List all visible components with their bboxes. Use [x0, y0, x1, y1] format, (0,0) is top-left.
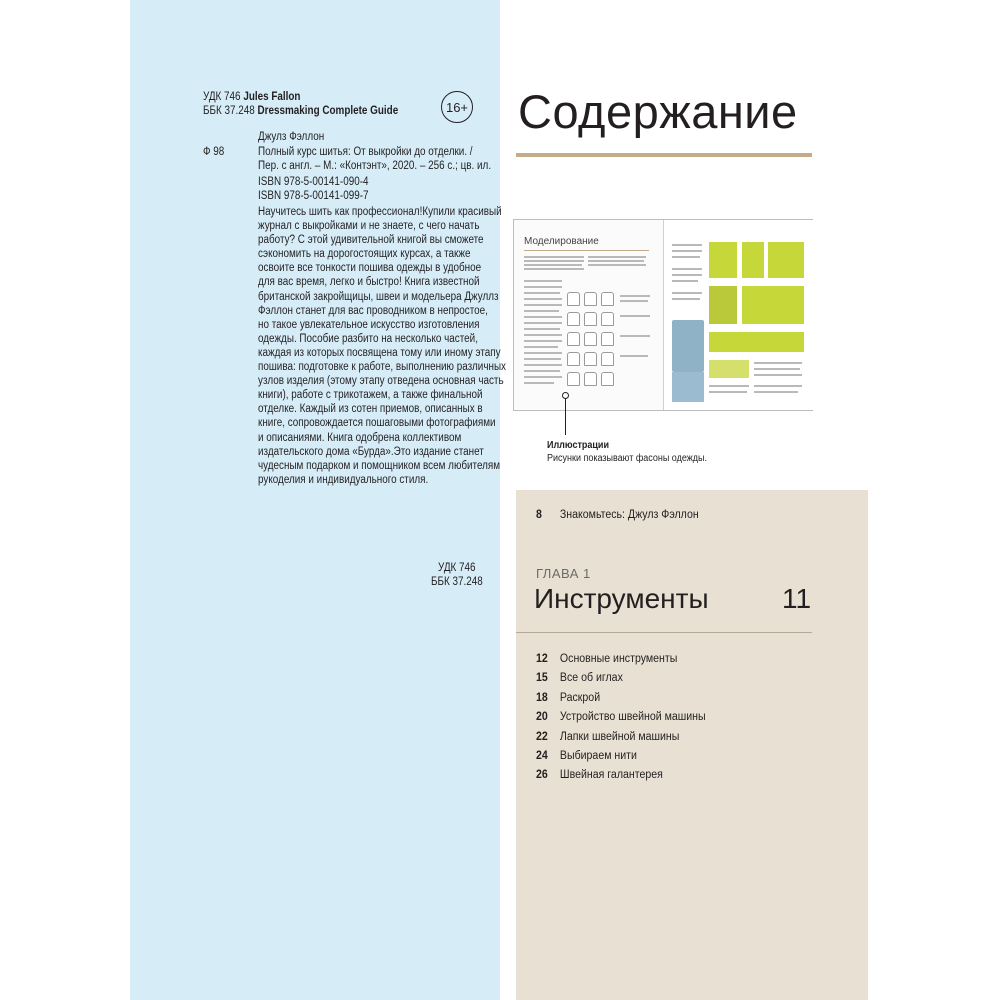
- toc-label: Лапки швейной машины: [559, 730, 680, 743]
- annotation-line: но такое увлекательное искусство изготовления: [258, 318, 480, 331]
- spread-left-page: [514, 220, 663, 410]
- toc-page-number: 20: [536, 711, 548, 724]
- annotation-line: отделке. Каждый из сотен приемов, описанных в: [258, 403, 483, 416]
- chapter-title[interactable]: Инструменты: [534, 583, 709, 614]
- bibliographic-line-2: Пер. с англ. – М.: «Контэнт», 2020. – 256 с.; цв. ил.: [258, 160, 492, 172]
- annotation-line: узлов изделия (этому этапу отведена основная часть: [258, 375, 504, 388]
- spread-heading: Моделирование: [524, 236, 599, 247]
- toc-page-number: 26: [536, 769, 548, 782]
- toc-item[interactable]: [536, 750, 637, 762]
- spread-right-page: [663, 220, 813, 410]
- toc-item[interactable]: [536, 769, 663, 781]
- annotation-line: журнал с выкройками и не знаете, с чего начать: [258, 220, 480, 233]
- annotation-line: одежды. Пособие разбито на несколько частей,: [258, 332, 478, 345]
- annotation-line: пошива: подготовке к работе, выполнению различных: [258, 361, 507, 374]
- toc-label: Выбираем нити: [559, 750, 637, 762]
- bbk-line: ББК 37.248 Dressmaking Complete Guide: [203, 105, 399, 117]
- contents-panel: [516, 490, 868, 1000]
- bibliographic-line-1: Полный курс шитья: От выкройки до отделки. /: [258, 146, 473, 158]
- annotation-line: каждая из которых посвящена тому или иному этапу: [258, 346, 501, 359]
- annotation-line: британской закройщицы, швеи и модельера Джуллз: [258, 290, 499, 303]
- toc-label: Знакомьтесь: Джулз Фэллон: [559, 509, 699, 521]
- footer-bbk: ББК 37.248: [431, 576, 483, 588]
- callout-dot: [562, 392, 569, 399]
- annotation-line: работу? С этой удивительной книгой вы сможете: [258, 234, 484, 247]
- chapter-page-number: 11: [782, 583, 812, 614]
- annotation-line: книги), работе с трикотажем, а также финальной: [258, 389, 483, 402]
- chapter-rule: [516, 632, 812, 633]
- toc-item[interactable]: [536, 653, 677, 665]
- annotation-line: книге, сопровождается пошаговыми фотографиями: [258, 417, 496, 430]
- footer-udk: УДК 746: [438, 562, 476, 574]
- title-rule: [516, 153, 812, 157]
- annotation-line: Фэллон станет для вас проводником в непростое,: [258, 304, 488, 317]
- spread-preview-image: [514, 220, 812, 410]
- annotation-line: издательского дома «Бурда».Это издание станет: [258, 445, 484, 458]
- toc-label: Основные инструменты: [559, 653, 678, 665]
- annotation-line: рукоделия и индивидуального стиля.: [258, 473, 429, 486]
- toc-label: Все об иглах: [559, 672, 623, 685]
- toc-page-number: 22: [536, 730, 548, 743]
- toc-intro-item[interactable]: [536, 509, 699, 521]
- isbn-line-1: ISBN 978-5-00141-090-4: [258, 176, 369, 188]
- toc-item[interactable]: [536, 731, 679, 743]
- chapter-label: ГЛАВА 1: [536, 566, 591, 581]
- annotation-line: и описаниями. Книга одобрена коллективом: [258, 431, 462, 444]
- toc-page-number: 12: [536, 653, 548, 665]
- callout-title: Иллюстрации: [547, 440, 609, 451]
- toc-page-number: 24: [536, 750, 548, 762]
- index-code: Ф 98: [203, 146, 225, 158]
- callout-leader-line: [565, 395, 566, 435]
- annotation-line: сэкономить на дорогостоящих курсах, а также: [258, 248, 471, 261]
- page-title: Содержание: [518, 85, 798, 138]
- toc-label: Устройство швейной машины: [559, 711, 706, 724]
- annotation-line: освоите все тонкости пошива одежды в удобное: [258, 262, 482, 275]
- toc-page-number: 18: [536, 691, 548, 704]
- annotation-line: Научитесь шить как профессионал!Купили красивый: [258, 206, 502, 218]
- age-rating-badge: 16+: [441, 91, 473, 123]
- toc-label: Швейная галантерея: [559, 769, 663, 782]
- toc-item[interactable]: [536, 711, 706, 723]
- toc-page-number: 8: [536, 509, 542, 521]
- annotation-line: для вас время, легко и быстро! Книга известной: [258, 276, 480, 289]
- toc-item[interactable]: [536, 692, 600, 704]
- isbn-line-2: ISBN 978-5-00141-099-7: [258, 190, 369, 202]
- toc-label: Раскрой: [559, 691, 601, 704]
- author-name: Джулз Фэллон: [258, 131, 325, 143]
- udk-line: УДК 746 Jules Fallon: [203, 91, 301, 103]
- callout-text: Рисунки показывают фасоны одежды.: [547, 453, 708, 464]
- toc-item[interactable]: [536, 672, 623, 684]
- toc-page-number: 15: [536, 672, 548, 685]
- annotation-line: чудесным подарком и помощником всем любителям: [258, 459, 501, 472]
- book-annotation: [258, 205, 507, 487]
